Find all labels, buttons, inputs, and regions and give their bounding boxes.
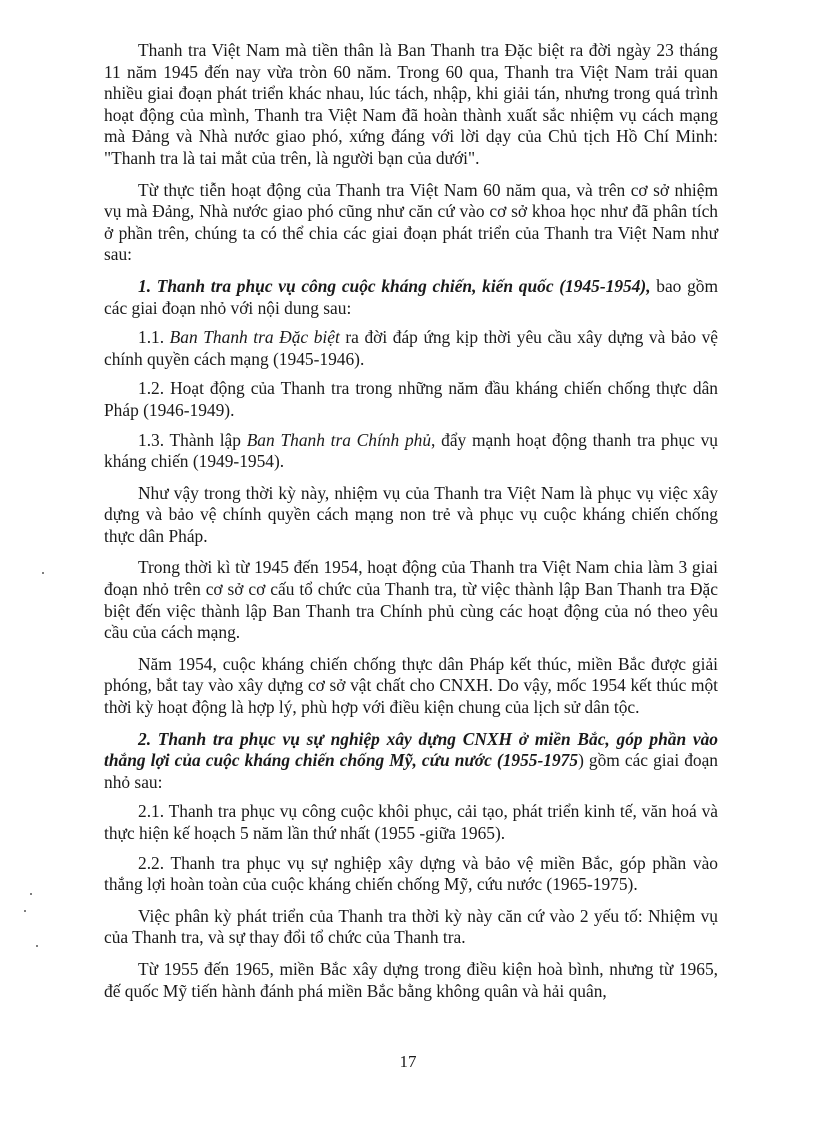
subsection-1-1-text: ra đời đáp ứng kịp thời yêu cầu xây dựng và bảo vệ chính quyền cách mạng (1945-1946). bbox=[104, 327, 719, 369]
subsection-1-1-number: 1.1. bbox=[138, 327, 170, 348]
paragraph-summary-3: Năm 1954, cuộc kháng chiến chống thực dân Pháp kết thúc, miền Bắc được giải phóng, bắt tay vào xây dựng cơ sở vật chất cho CNXH. Do vậy, mốc 1954 kết thúc một thời kỳ hoạt động là hợp lý, phù hợp với điều kiện chung của lịch sử dân tộc. bbox=[104, 653, 718, 718]
section-2-heading: 2. Thanh tra phục vụ sự nghiệp xây dựng CNXH ở miền Bắc, góp phần vào thắng lợi của cuộc kháng chiến chống Mỹ, cứu nước (1955-1975 bbox=[104, 728, 718, 771]
section-1-heading: 1. Thanh tra phục vụ công cuộc kháng chiến, kiến quốc (1945-1954), bbox=[138, 275, 651, 296]
paragraph-closing: Từ 1955 đến 1965, miền Bắc xây dựng trong điều kiện hoà bình, nhưng từ 1965, đế quốc Mỹ tiến hành đánh phá miền Bắc bằng không quân và hải quân, bbox=[104, 958, 718, 1001]
section-1-intro: bao gồm các giai đoạn nhỏ với nội dung sau: bbox=[104, 275, 718, 318]
paragraph-periodization-basis: Việc phân kỳ phát triển của Thanh tra thời kỳ này căn cứ vào 2 yếu tố: Nhiệm vụ của Thanh tra, và sự thay đổi tổ chức của Thanh tra. bbox=[104, 905, 718, 948]
scan-speck bbox=[42, 572, 44, 574]
subsection-2-1: 2.1. Thanh tra phục vụ công cuộc khôi phục, cải tạo, phát triển kinh tế, văn hoá và thực hiện kế hoạch 5 năm lần thứ nhất (1955 -giữa 1965). bbox=[104, 801, 718, 843]
subsection-1-2: 1.2. Hoạt động của Thanh tra trong những năm đầu kháng chiến chống thực dân Pháp (1946-1949). bbox=[104, 378, 718, 420]
subsection-2-2: 2.2. Thanh tra phục vụ sự nghiệp xây dựng và bảo vệ miền Bắc, góp phần vào thắng lợi hoàn toàn của cuộc kháng chiến chống Mỹ, cứu nước (1965-1975). bbox=[104, 852, 718, 895]
paragraph-summary-2: Trong thời kì từ 1945 đến 1954, hoạt động của Thanh tra Việt Nam chia làm 3 giai đoạn nhỏ trên cơ sở cơ cấu tổ chức của Thanh tra, từ việc thành lập Ban Thanh tra Đặc biệt đến việc thành lập Ban Thanh tra Chính phủ cùng các hoạt động của nó theo yêu cầu của cách mạng. bbox=[104, 557, 718, 643]
page-number: 17 bbox=[399, 1052, 417, 1071]
subsection-1-1-term: Ban Thanh tra Đặc biệt bbox=[169, 327, 340, 348]
page-body bbox=[104, 40, 718, 1012]
subsection-1-1 bbox=[104, 327, 718, 370]
scan-speck bbox=[30, 893, 32, 895]
subsection-1-3-term: Ban Thanh tra Chính phủ bbox=[246, 429, 432, 450]
scan-speck bbox=[36, 945, 38, 947]
section-1 bbox=[104, 276, 718, 319]
section-2 bbox=[104, 729, 718, 794]
section-2-intro: ) gồm các giai đoạn nhỏ sau: bbox=[104, 750, 718, 792]
subsection-1-3 bbox=[104, 430, 718, 473]
scan-speck bbox=[24, 910, 26, 912]
paragraph-intro: Thanh tra Việt Nam mà tiền thân là Ban Thanh tra Đặc biệt ra đời ngày 23 tháng 11 năm 1945 đến nay vừa tròn 60 năm. Trong 60 qua, Thanh tra Việt Nam trải quan nhiều giai đoạn phát triển khác nhau, lúc tách, nhập, khi giải tán, nhưng trong quá trình hoạt động của mình, Thanh tra Việt Nam đã hoàn thành xuất sắc nhiệm vụ cách mạng mà Đảng và Nhà nước giao phó, xứng đáng với lời dạy của Chủ tịch Hồ Chí Minh: "Thanh tra là tai mắt của trên, là người bạn của dưới". bbox=[104, 40, 718, 168]
paragraph-summary-1: Như vậy trong thời kỳ này, nhiệm vụ của Thanh tra Việt Nam là phục vụ việc xây dựng và bảo vệ chính quyền cách mạng non trẻ và phục vụ cuộc kháng chiến chống thực dân Pháp. bbox=[104, 482, 718, 546]
paragraph-periodization: Từ thực tiễn hoạt động của Thanh tra Việt Nam 60 năm qua, và trên cơ sở nhiệm vụ mà Đảng, Nhà nước giao phó cũng như căn cứ vào cơ sở khoa học như đã phân tích ở phần trên, chúng ta có thể chia các giai đoạn phát triển của Thanh tra Việt Nam như sau: bbox=[104, 179, 718, 265]
subsection-1-3-text: , đẩy mạnh hoạt động thanh tra phục vụ kháng chiến (1949-1954). bbox=[104, 429, 718, 472]
subsection-1-3-prefix: 1.3. Thành lập bbox=[138, 429, 247, 450]
